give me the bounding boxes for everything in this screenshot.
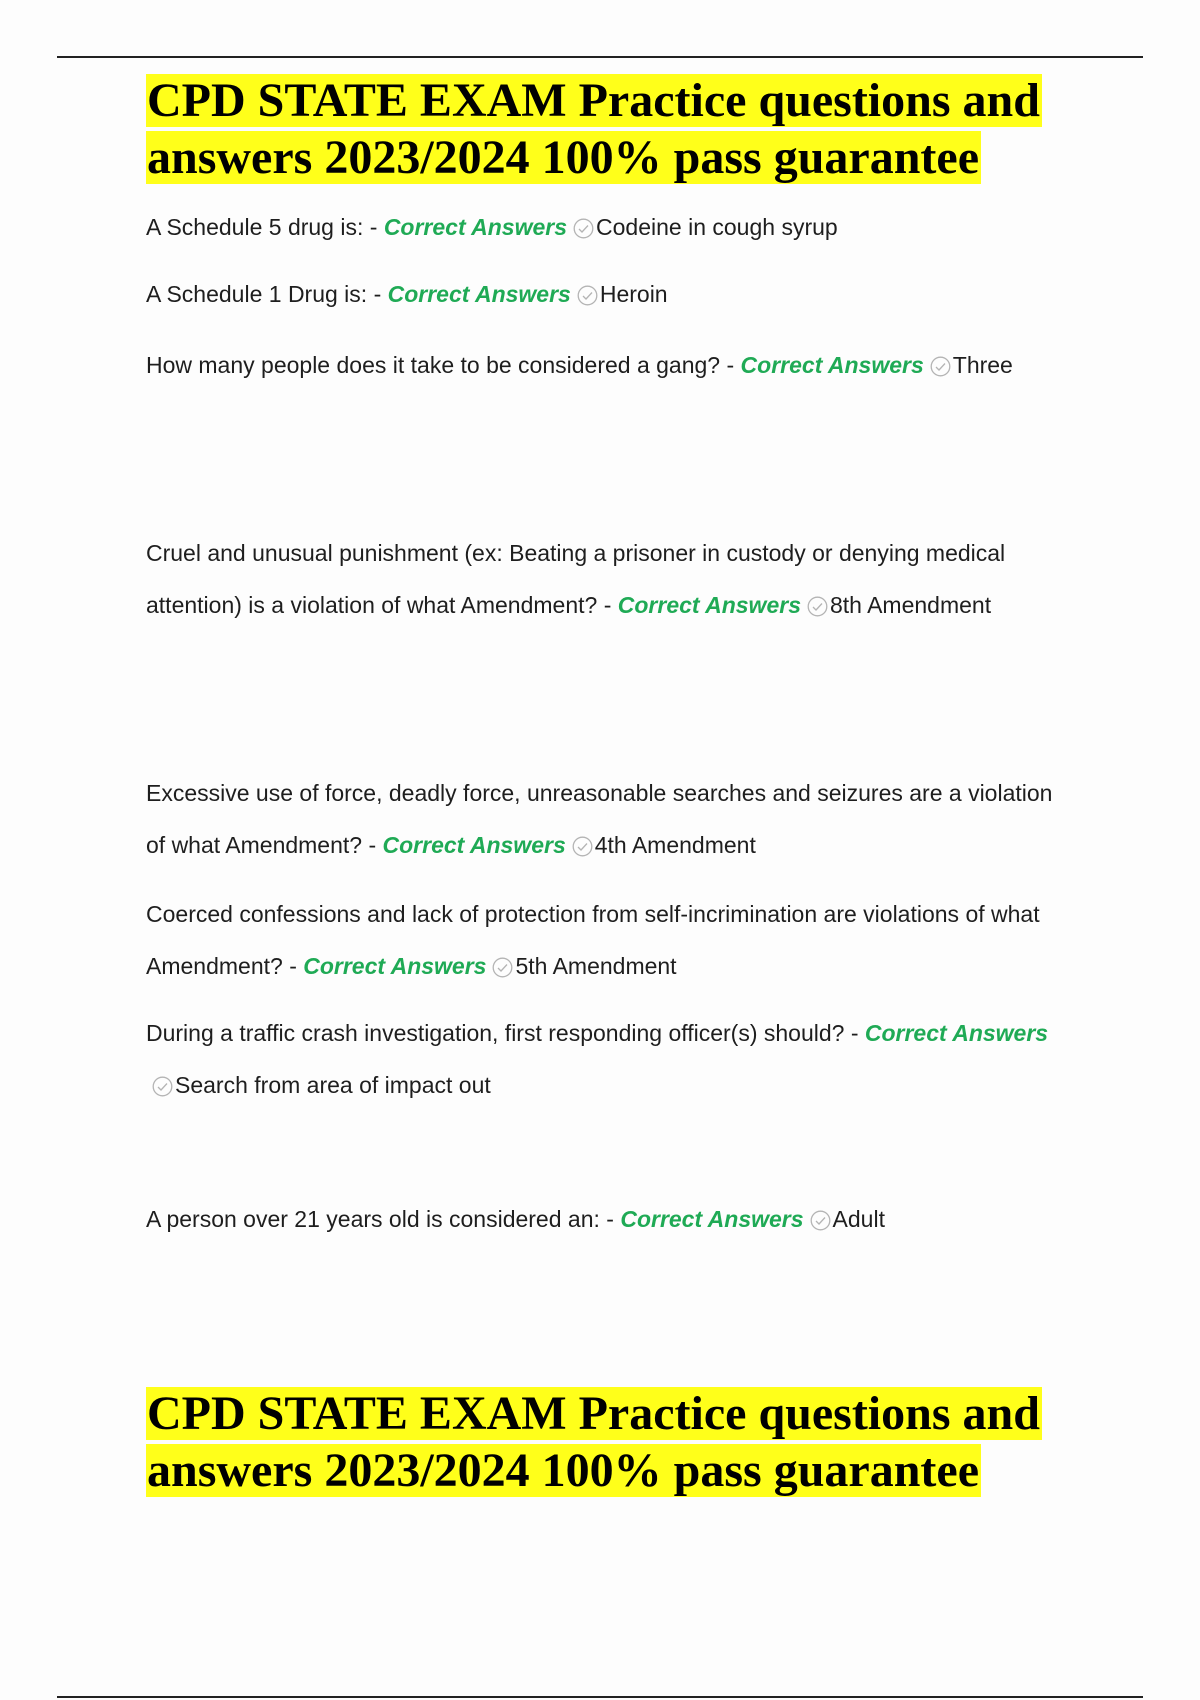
answer-text: Heroin <box>599 281 668 307</box>
answer-label: Correct Answers <box>617 592 801 618</box>
header-rule <box>57 56 1143 58</box>
answer-label: Correct Answers <box>620 1206 804 1232</box>
check-circle-icon <box>577 285 598 306</box>
document-title <box>146 72 1086 186</box>
answer-text: Adult <box>832 1206 885 1232</box>
check-circle-icon <box>573 218 594 239</box>
answer-label: Correct Answers <box>864 1020 1049 1046</box>
qa-item-6 <box>146 888 1076 992</box>
document-title-text: CPD STATE EXAM Practice questions and answers 2023/2024 100% pass guarantee <box>147 1387 1040 1497</box>
check-circle-icon <box>807 596 828 617</box>
answer-text: 8th Amendment <box>829 592 992 618</box>
question-text: A Schedule 5 drug is: - <box>146 214 384 240</box>
question-text: Cruel and unusual punishment (ex: Beating a prisoner in custody or denying medical attention) is a violation of what Amendment? - <box>146 540 1006 618</box>
check-circle-icon <box>492 957 513 978</box>
footer-rule <box>57 1696 1143 1698</box>
question-text: A Schedule 1 Drug is: - <box>146 281 388 307</box>
answer-text: Codeine in cough syrup <box>596 214 838 240</box>
check-circle-icon <box>152 1076 173 1097</box>
qa-item-7 <box>146 1007 1076 1111</box>
answer-text: 4th Amendment <box>594 832 756 858</box>
qa-item-4 <box>146 527 1076 631</box>
check-circle-icon <box>572 836 593 857</box>
check-circle-icon <box>930 356 951 377</box>
answer-label: Correct Answers <box>303 953 487 979</box>
qa-item-3 <box>146 339 1076 391</box>
question-text: How many people does it take to be considered a gang? - <box>146 352 741 378</box>
qa-item-1 <box>146 201 1076 253</box>
answer-label: Correct Answers <box>740 352 924 378</box>
qa-item-2 <box>146 268 1076 320</box>
qa-item-5 <box>146 767 1076 871</box>
answer-label: Correct Answers <box>383 214 568 240</box>
question-text: A person over 21 years old is considered an: - <box>146 1206 621 1232</box>
check-circle-icon <box>810 1210 831 1231</box>
document-title-repeat <box>146 1385 1086 1499</box>
question-text: During a traffic crash investigation, first responding officer(s) should? - <box>146 1020 865 1046</box>
answer-text: Search from area of impact out <box>175 1072 491 1098</box>
question-text: Excessive use of force, deadly force, unreasonable searches and seizures are a violation of what Amendment? - <box>146 780 1053 858</box>
qa-item-8 <box>146 1193 1076 1245</box>
document-title-text: CPD STATE EXAM Practice questions and answers 2023/2024 100% pass guarantee <box>147 74 1040 184</box>
answer-text: 5th Amendment <box>515 953 677 979</box>
answer-label: Correct Answers <box>387 281 571 307</box>
answer-label: Correct Answers <box>382 832 566 858</box>
question-text: Coerced confessions and lack of protection from self-incrimination are violations of what Amendment? - <box>146 901 1040 979</box>
answer-text: Three <box>952 352 1013 378</box>
